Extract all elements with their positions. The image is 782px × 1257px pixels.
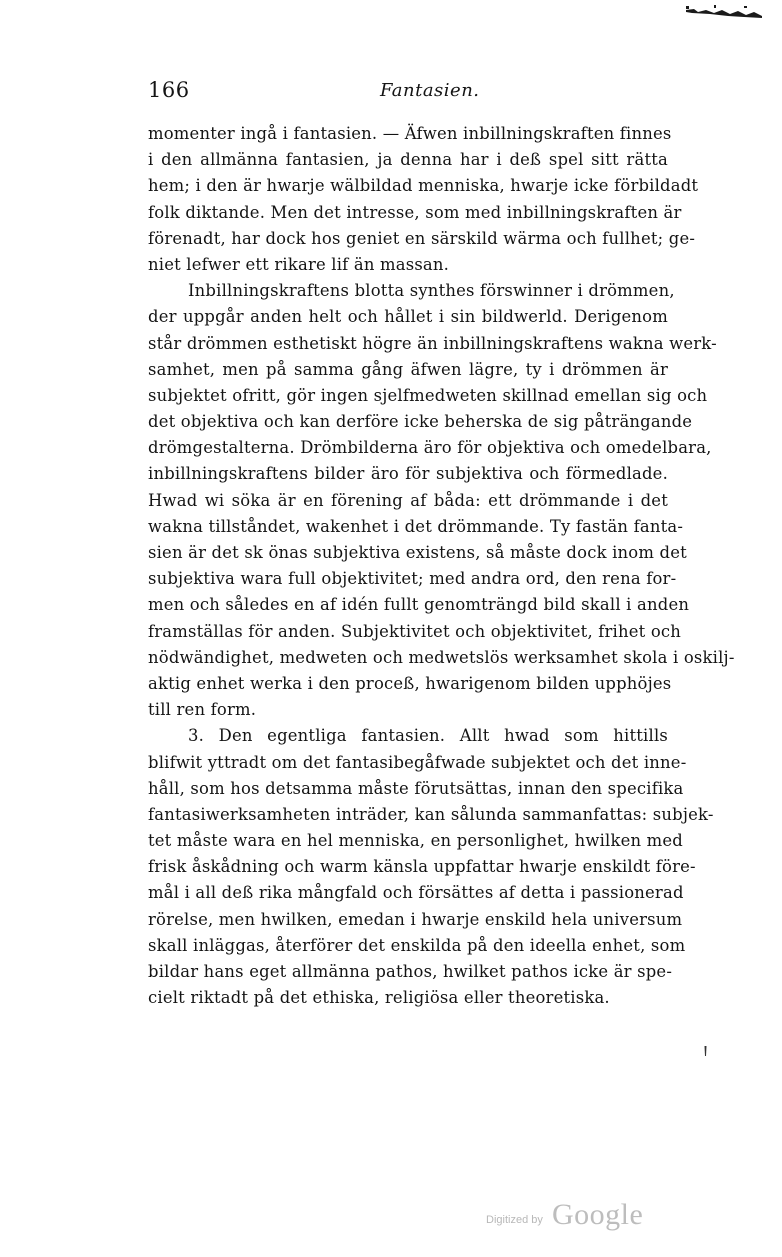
text-line: nödwändighet, medweten och medwetslös werksamhet skola i oskilj- — [148, 647, 735, 667]
text-line: samhet, men på samma gång äfwen lägre, ty i drömmen är — [148, 359, 668, 379]
text-line: frisk åskådning och warm känsla uppfattar hwarje enskildt före- — [148, 857, 696, 877]
running-title: Fantasien. — [380, 80, 480, 101]
section-heading-line: 3. Den egentliga fantasien. Allt hwad som hittills — [188, 726, 668, 746]
text-line: skall inläggas, återförer det enskilda på den ideella enhet, som — [148, 935, 686, 955]
digitized-watermark — [486, 1196, 656, 1236]
text-line: framställas för anden. Subjektivitet och objektivitet, frihet och — [148, 621, 682, 641]
text-line: till ren form. — [148, 700, 257, 720]
scan-edge-mark — [684, 4, 764, 18]
text-line: håll, som hos detsamma måste förutsättas, innan den specifika — [148, 778, 684, 798]
text-line: i den allmänna fantasien, ja denna har i deß spel sitt rätta — [148, 150, 668, 170]
page-number: 166 — [148, 78, 190, 102]
text-line: sien är det sk önas subjektiva existens, så måste dock inom det — [148, 543, 687, 562]
text-line: blifwit yttradt om det fantasibegåfwade subjektet och det inne- — [148, 752, 687, 772]
text-line: cielt riktadt på det ethiska, religiösa eller theoretiska. — [148, 988, 610, 1008]
google-logo: Google — [552, 1198, 644, 1231]
text-line: aktig enhet werka i den proceß, hwarigenom bilden upphöjes — [148, 673, 672, 693]
text-line: men och således en af idén fullt genomträngd bild skall i anden — [148, 595, 690, 615]
text-line: rörelse, men hwilken, emedan i hwarje enskild hela universum — [148, 909, 683, 929]
text-line: wakna tillståndet, wakenhet i det drömmande. Ty fastän fanta- — [148, 516, 684, 536]
body-text — [148, 121, 735, 1011]
digitized-label: Digitized by — [486, 1214, 543, 1226]
paragraph-start: Inbillningskraftens blotta synthes förswinner i drömmen, — [188, 281, 675, 301]
text-line: folk diktande. Men det intresse, som med inbillningskraften är — [148, 202, 682, 222]
page-header — [148, 78, 668, 108]
stray-ink-mark — [704, 1046, 707, 1056]
text-line: Hwad wi söka är en förening af båda: ett drömmande i det — [148, 490, 668, 510]
text-line: subjektet ofritt, gör ingen sjelfmedweten skillnad emellan sig och — [148, 385, 708, 405]
text-line: står drömmen esthetiskt högre än inbillningskraftens wakna werk- — [148, 333, 717, 353]
text-line: förenadt, har dock hos geniet en särskild wärma och fullhet; ge- — [148, 228, 696, 248]
text-line: der uppgår anden helt och hållet i sin bildwerld. Derigenom — [148, 307, 668, 327]
text-line: det objektiva och kan derföre icke beherska de sig påträngande — [148, 412, 693, 432]
text-line: hem; i den är hwarje wälbildad menniska, hwarje icke förbildadt — [148, 176, 699, 196]
text-line: bildar hans eget allmänna pathos, hwilket pathos icke är spe- — [148, 962, 673, 981]
text-line: inbillningskraftens bilder äro för subjektiva och förmedlade. — [148, 464, 668, 484]
text-line: drömgestalterna. Drömbilderna äro för objektiva och omedelbara, — [148, 438, 712, 458]
text-line: niet lefwer ett rikare lif än massan. — [148, 254, 450, 274]
text-line: fantasiwerksamheten inträder, kan sålunda sammanfattas: subjek- — [148, 804, 714, 824]
text-line: mål i all deß rika mångfald och försättes af detta i passionerad — [148, 883, 684, 903]
text-line: momenter ingå i fantasien. — Äfwen inbillningskraften finnes — [148, 124, 672, 143]
text-line: subjektiva wara full objektivitet; med andra ord, den rena for- — [148, 569, 677, 589]
text-line: tet måste wara en hel menniska, en personlighet, hwilken med — [148, 831, 684, 851]
